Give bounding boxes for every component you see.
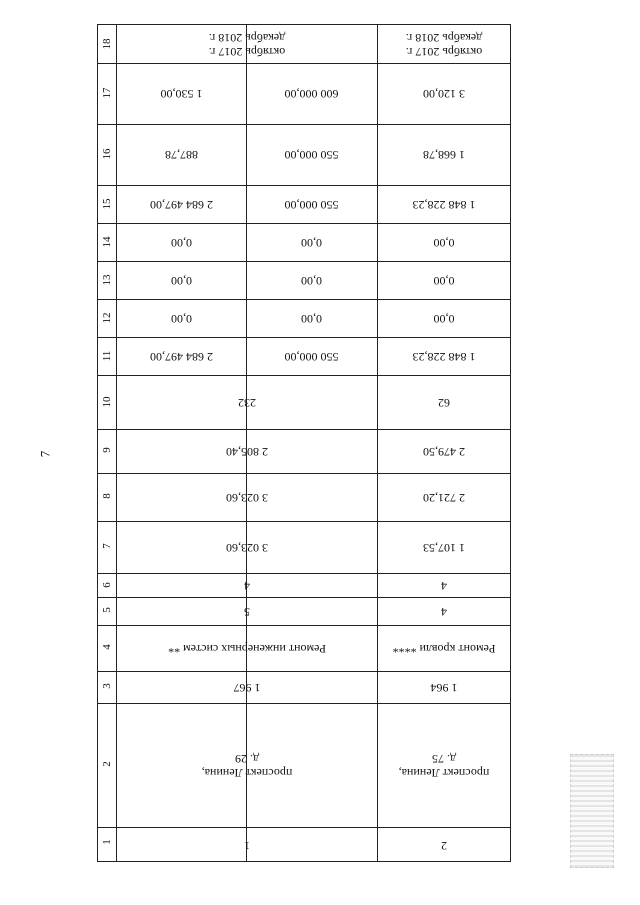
row-1-c10: 232 [238, 395, 256, 410]
row-2-year: 1 964 [430, 680, 458, 695]
column-number-12: 12 [101, 312, 113, 324]
row-1-sub-1-c12: 0,00 [171, 311, 192, 326]
row-2-c14: 0,00 [433, 235, 455, 250]
row-1-sub-2-c15: 550 000,00 [284, 197, 339, 212]
column-number-1: 1 [101, 839, 113, 845]
row-1-sub-2-c17: 600 000,00 [284, 87, 339, 102]
column-number-13: 13 [101, 274, 113, 286]
column-number-18: 18 [101, 38, 113, 50]
row-2-c7: 1 107,53 [423, 540, 465, 555]
row-1-period: октябрь 2017 г. декабрь 2018 г. [208, 31, 286, 59]
column-number-2: 2 [101, 761, 113, 767]
column-number-16: 16 [101, 148, 113, 160]
column-number-10: 10 [101, 396, 113, 408]
column-number-11: 11 [101, 350, 113, 362]
row-1-number: 1 [244, 838, 250, 853]
row-1-c7: 3 023,60 [226, 540, 268, 555]
row-1-sub-1-c16: 887,78 [165, 148, 198, 163]
row-2-c8: 2 721,20 [423, 490, 465, 505]
row-1-sub-1-c17: 1 530,00 [160, 87, 203, 102]
row-1-sub-1-c13: 0,00 [171, 273, 192, 288]
row-1-sub-1-c11: 2 684 497,00 [150, 349, 213, 364]
row-1-c5: 5 [244, 604, 250, 619]
row-1-c6: 4 [244, 578, 250, 593]
column-number-7: 7 [101, 543, 113, 549]
row-2-address: проспект Ленина, д. 75 [398, 752, 490, 780]
row-1-c8: 3 023,60 [226, 490, 268, 505]
row-2-c11: 1 848 228,23 [412, 349, 476, 364]
row-2-c5: 4 [441, 604, 447, 619]
column-number-3: 3 [101, 683, 113, 689]
row-1-sub-1-c14: 0,00 [171, 235, 192, 250]
row-2-work-type: Ремонт кровли **** [392, 641, 496, 656]
column-number-5: 5 [101, 607, 113, 613]
column-number-8: 8 [101, 493, 113, 499]
row-1-sub-1-c15: 2 684 497,00 [150, 197, 213, 212]
row-1-sub-2-c14: 0,00 [301, 235, 322, 250]
row-1-sub-2-c16: 550 000,00 [284, 148, 339, 163]
row-1-c9: 2 805,40 [226, 444, 268, 459]
row-1-sub-2-c13: 0,00 [301, 273, 322, 288]
page-number: 7 [37, 450, 53, 458]
row-2-c13: 0,00 [433, 273, 455, 288]
row-2-c9: 2 479,50 [423, 444, 465, 459]
column-number-9: 9 [101, 447, 113, 453]
row-2-c12: 0,00 [433, 311, 455, 326]
row-1-sub-2-c12: 0,00 [301, 311, 322, 326]
row-1-work-type: Ремонт инженерных систем ** [168, 641, 326, 656]
row-2-period: октябрь 2017 г. декабрь 2018 г. [405, 31, 483, 59]
column-number-14: 14 [101, 236, 113, 248]
row-2-number: 2 [441, 838, 447, 853]
row-1-sub-2-c11: 550 000,00 [284, 349, 339, 364]
column-number-17: 17 [101, 87, 113, 99]
row-2-c16: 1 668,78 [423, 148, 465, 163]
row-2-c15: 1 848 228,23 [412, 197, 476, 212]
row-1-year: 1 967 [233, 680, 261, 695]
stamp-mark [570, 754, 614, 868]
row-2-c17: 3 120,00 [423, 87, 465, 102]
column-number-6: 6 [101, 582, 113, 588]
repair-schedule-table [97, 24, 511, 862]
column-number-4: 4 [101, 644, 113, 650]
column-number-15: 15 [101, 198, 113, 210]
row-2-c6: 4 [441, 578, 447, 593]
row-2-c10: 62 [438, 395, 450, 410]
row-1-address: проспект Ленина, д. 29 [201, 752, 293, 780]
